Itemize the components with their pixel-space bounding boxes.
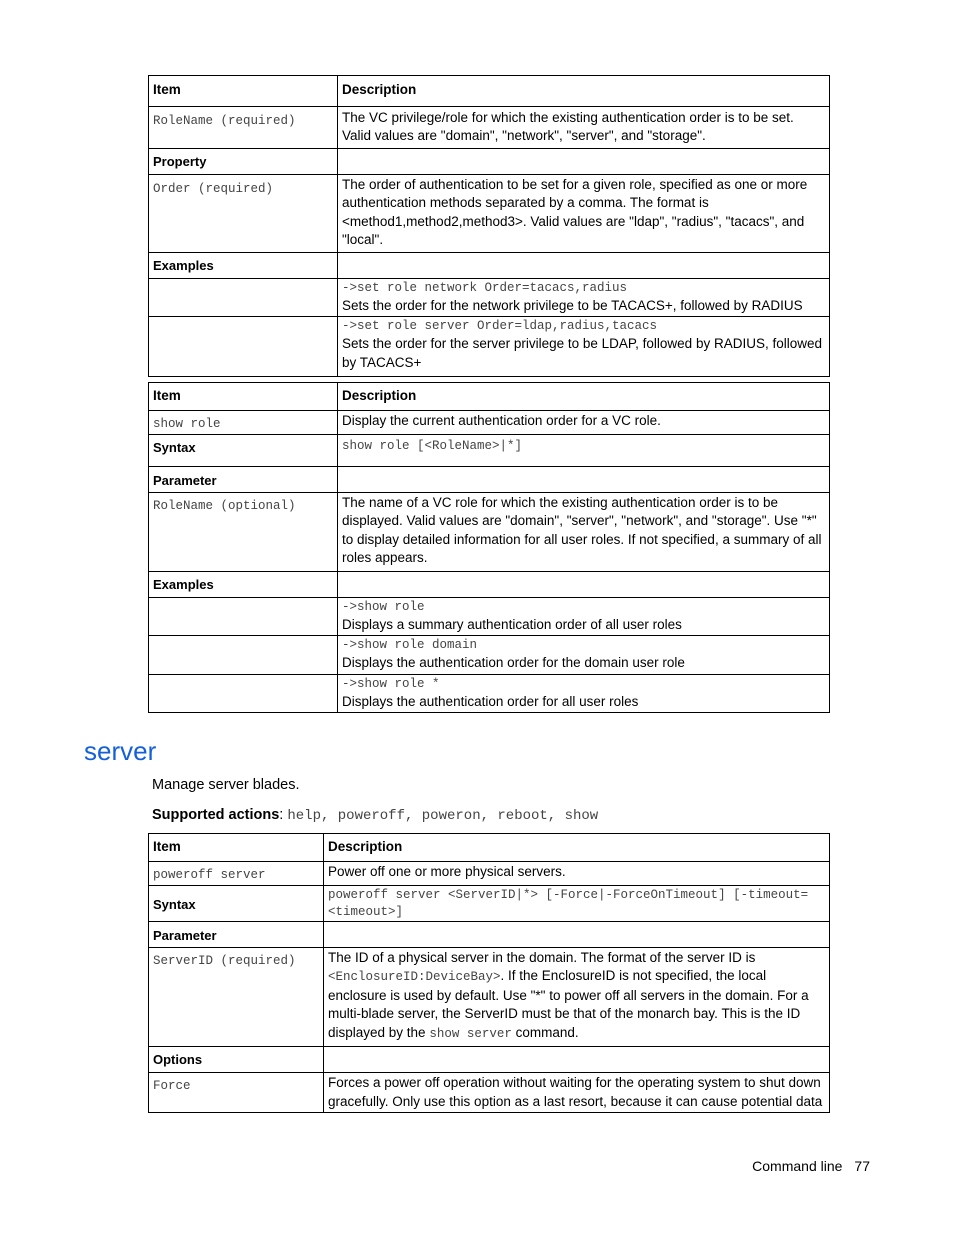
force-item: Force [153,1079,191,1093]
table-row [149,174,830,252]
show-role-item: show role [153,416,221,431]
show-role-description: Display the current authentication order for a VC role. [338,410,830,435]
section-description: Manage server blades. [152,777,300,793]
order-description: The order of authentication to be set for a given role, specified as one or more authentication methods separated by a comma. The format is <method1,method2,method3>. Valid values are "ldap", "radius", "tacacs", and "local". [338,174,830,252]
section-label-row [149,1047,830,1073]
table-header-row [149,383,830,411]
order-item: Order (required) [153,181,274,196]
supported-actions-colon: : [279,807,288,823]
header-item: Item [149,383,338,411]
example-command: ->set role network Order=tacacs,radius [342,280,628,295]
table-row [149,492,830,571]
example-text: Sets the order for the network privilege to be TACACS+, followed by RADIUS [342,297,803,313]
section-label-row [149,148,830,174]
serverid-desc-text: The ID of a physical server in the domain. The format of the server ID is [328,949,756,965]
footer-section: Command line [752,1158,843,1174]
table-row [149,106,830,148]
rolename-description: The VC privilege/role for which the existing authentication order is to be set. Valid values are "domain", "network", "server", and "storage". [338,106,830,148]
table-row [149,435,830,467]
table-row [149,861,830,886]
header-description: Description [338,383,830,411]
header-item: Item [149,76,338,107]
force-description: Forces a power off operation without waiting for the operating system to shut down gracefully. Only use this option as a last resort, because it can cause potential data [324,1073,830,1113]
table-row [149,886,830,922]
section-label-row [149,922,830,948]
examples-label: Examples [149,252,338,278]
rolename-description: The name of a VC role for which the existing authentication order is to be displayed. Valid values are "domain", "server", "network", and "storage". Use "*" to display detailed information for all user roles. If not specified, a summary of all roles appears. [338,492,830,571]
example-text: Displays a summary authentication order of all user roles [342,616,682,632]
example-row [149,597,830,636]
example-text: Sets the order for the server privilege to be LDAP, followed by RADIUS, followed by TACACS+ [342,336,822,370]
page-number: 77 [854,1158,870,1174]
syntax-label: Syntax [149,435,338,467]
table-row [149,947,830,1047]
supported-actions-list: help, poweroff, poweron, reboot, show [287,808,599,824]
serverid-description [324,947,830,1047]
table-header-row [149,76,830,107]
example-command: ->show role domain [342,638,478,652]
example-row [149,674,830,713]
example-text: Displays the authentication order for the domain user role [342,655,685,670]
serverid-desc-text: . If the EnclosureID is not specified, the local enclosure is used by default. Use "*" to power off all servers in the domain. For a multi-blade server, the ServerID must be that of the monarch bay. This is the ID displayed by the [328,968,809,1040]
role-order-table [148,75,830,377]
poweroff-item: poweroff server [153,867,266,882]
example-row [149,636,830,675]
example-text: Displays the authentication order for all user roles [342,693,639,709]
server-poweroff-table [148,833,830,1113]
supported-actions [152,807,598,824]
show-server-code: show server [429,1026,512,1041]
section-label-row [149,571,830,597]
example-row [149,317,830,377]
example-command: ->set role server Order=ldap,radius,tacacs [342,319,658,333]
table-row [149,410,830,435]
section-title: server [84,736,157,766]
options-label: Options [149,1047,324,1073]
serverid-item: ServerID (required) [153,953,296,968]
poweroff-description: Power off one or more physical servers. [324,861,830,886]
header-description: Description [338,76,830,107]
syntax-label: Syntax [149,886,324,922]
serverid-desc-text: command. [511,1024,579,1040]
page-footer [752,1158,870,1174]
parameter-label: Parameter [149,467,338,493]
syntax-value: poweroff server <ServerID|*> [-Force|-ForceOnTimeout] [-timeout=<timeout>] [328,888,809,919]
syntax-value: show role [<RoleName>|*] [342,439,523,453]
enclosure-device-code: <EnclosureID:DeviceBay> [328,970,501,984]
rolename-item: RoleName (optional) [153,498,296,513]
example-command: ->show role [342,599,425,614]
header-description: Description [324,834,830,862]
property-label: Property [149,148,338,174]
section-label-row [149,467,830,493]
section-label-row [149,252,830,278]
example-row [149,278,830,317]
show-role-table [148,382,830,713]
supported-actions-label: Supported actions [152,807,280,823]
examples-label: Examples [149,571,338,597]
rolename-item: RoleName (required) [153,113,296,128]
example-command: ->show role * [342,676,440,691]
header-item: Item [149,834,324,862]
table-header-row [149,834,830,862]
parameter-label: Parameter [149,922,324,948]
table-row [149,1073,830,1113]
